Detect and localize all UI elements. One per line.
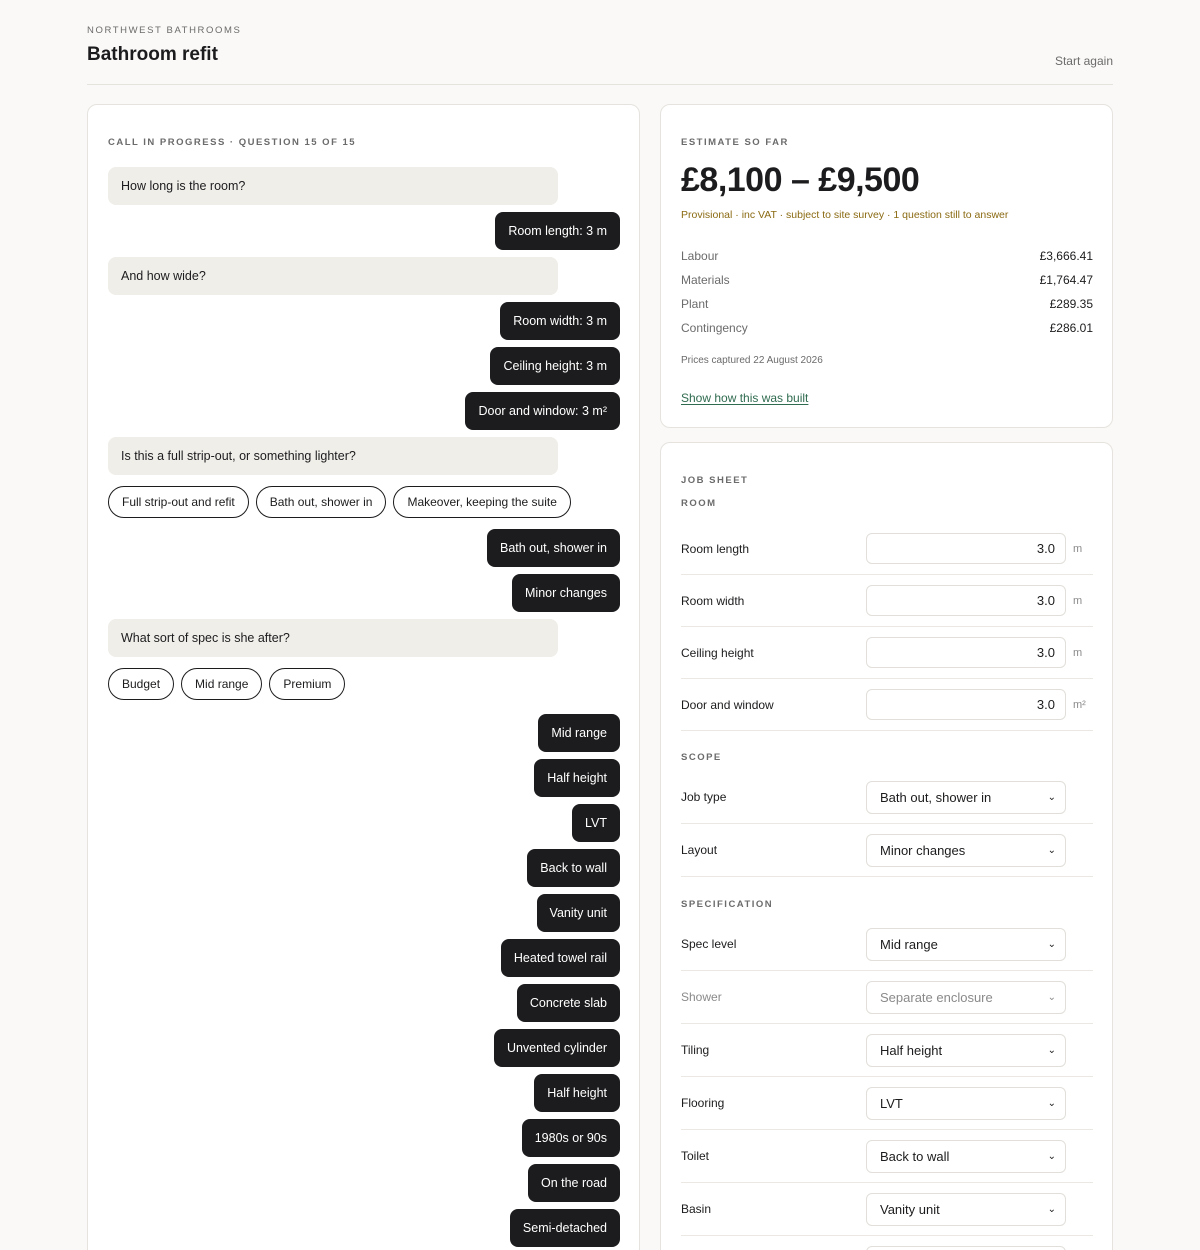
door-window-input[interactable]: 3.0 (866, 689, 1066, 720)
toilet-select[interactable] (866, 1140, 1066, 1173)
answer-bubble: Half height (534, 1074, 620, 1112)
select-value: Separate enclosure (880, 989, 993, 1005)
chevron-down-icon: ⌄ (1047, 1150, 1056, 1162)
layout-select[interactable] (866, 834, 1066, 867)
spec-options (108, 664, 620, 704)
ceiling-height-input[interactable]: 3.0 (866, 637, 1066, 668)
field-label: Door and window (681, 697, 774, 712)
section-label-room: ROOM (681, 498, 717, 509)
unit-label: m (1073, 646, 1083, 659)
field-shower (681, 971, 1093, 1024)
breakdown-label: Contingency (681, 321, 748, 335)
question-bubble: Is this a full strip-out, or something lighter? (108, 437, 558, 475)
field-tiling (681, 1024, 1093, 1077)
field-flooring (681, 1077, 1093, 1130)
field-label: Ceiling height (681, 645, 754, 660)
option-chip-mid-range[interactable]: Mid range (181, 668, 262, 700)
breakdown-label: Plant (681, 297, 709, 311)
question-bubble: What sort of spec is she after? (108, 619, 558, 657)
job-type-select[interactable] (866, 781, 1066, 814)
field-job-type (681, 771, 1093, 824)
option-chip-premium[interactable]: Premium (269, 668, 345, 700)
field-label: Room length (681, 541, 750, 556)
field-ceiling-height (681, 627, 1093, 679)
answer-bubble: Room width: 3 m (500, 302, 620, 340)
next-select[interactable] (866, 1246, 1066, 1250)
answer-bubble: Ceiling height: 3 m (490, 347, 620, 385)
field-room-width (681, 575, 1093, 627)
option-chip-budget[interactable]: Budget (108, 668, 174, 700)
section-label-scope: SCOPE (681, 752, 722, 763)
flooring-select[interactable] (866, 1087, 1066, 1120)
option-chip-makeover[interactable]: Makeover, keeping the suite (393, 486, 570, 518)
select-value: Minor changes (880, 842, 966, 858)
answer-bubble: Door and window: 3 m² (465, 392, 620, 430)
field-label: Basin (681, 1202, 712, 1216)
field-toilet (681, 1130, 1093, 1183)
answer-bubble: Half height (534, 759, 620, 797)
room-width-input[interactable]: 3.0 (866, 585, 1066, 616)
select-value: Back to wall (880, 1148, 950, 1164)
breakdown-value: £1,764.47 (1039, 273, 1093, 287)
select-value: Vanity unit (880, 1201, 940, 1217)
room-length-input[interactable]: 3.0 (866, 533, 1066, 564)
question-bubble: And how wide? (108, 257, 558, 295)
breakdown-row-labour (681, 244, 1093, 268)
answer-bubble: Minor changes (512, 574, 620, 612)
chevron-down-icon: ⌄ (1047, 938, 1056, 950)
call-transcript (108, 167, 620, 1247)
answer-bubble: Heated towel rail (501, 939, 620, 977)
chevron-down-icon: ⌄ (1047, 1044, 1056, 1056)
answer-bubble: Room length: 3 m (495, 212, 620, 250)
chevron-down-icon: ⌄ (1047, 1097, 1056, 1109)
scope-options (108, 482, 620, 522)
breakdown-value: £289.35 (1049, 297, 1093, 311)
job-sheet-panel (660, 442, 1113, 1250)
brand-name: NORTHWEST BATHROOMS (87, 25, 242, 36)
answer-bubble: Semi-detached (510, 1209, 620, 1247)
job-sheet-label: JOB SHEET (681, 475, 749, 486)
chevron-down-icon: ⌄ (1047, 791, 1056, 803)
tiling-select[interactable] (866, 1034, 1066, 1067)
unit-label: m (1073, 542, 1083, 555)
field-layout (681, 824, 1093, 877)
answer-bubble: LVT (572, 804, 620, 842)
spec-level-select[interactable] (866, 928, 1066, 961)
field-next (681, 1236, 1093, 1250)
cost-breakdown (681, 244, 1093, 340)
page-header (87, 0, 1113, 85)
section-label-specification: SPECIFICATION (681, 899, 774, 910)
field-label: Layout (681, 843, 718, 857)
chevron-down-icon: ⌄ (1047, 844, 1056, 856)
field-label: Shower (681, 990, 722, 1004)
breakdown-label: Materials (681, 273, 730, 287)
answer-bubble: Bath out, shower in (487, 529, 620, 567)
select-value: Half height (880, 1042, 943, 1058)
estimate-label: ESTIMATE SO FAR (681, 137, 789, 148)
field-room-length (681, 523, 1093, 575)
answer-bubble: Concrete slab (517, 984, 620, 1022)
job-sheet-form (681, 495, 1093, 1250)
call-status: CALL IN PROGRESS · QUESTION 15 OF 15 (108, 137, 357, 148)
unit-label: m² (1073, 698, 1086, 711)
breakdown-row-plant (681, 292, 1093, 316)
field-door-window (681, 679, 1093, 731)
chevron-down-icon: ⌄ (1047, 991, 1056, 1003)
answer-bubble: Vanity unit (537, 894, 620, 932)
estimate-panel (660, 104, 1113, 428)
breakdown-row-materials (681, 268, 1093, 292)
show-build-link[interactable]: Show how this was built (681, 391, 809, 405)
answer-bubble: 1980s or 90s (522, 1119, 620, 1157)
field-label: Job type (681, 790, 727, 804)
prices-captured: Prices captured 22 August 2026 (681, 355, 823, 366)
breakdown-value: £286.01 (1049, 321, 1093, 335)
start-again-link[interactable]: Start again (1054, 54, 1113, 68)
field-label: Spec level (681, 937, 737, 951)
call-panel (87, 104, 640, 1250)
basin-select[interactable] (866, 1193, 1066, 1226)
page-title: Bathroom refit (87, 44, 218, 65)
unit-label: m (1073, 594, 1083, 607)
field-spec-level (681, 918, 1093, 971)
answer-bubble: Unvented cylinder (494, 1029, 620, 1067)
question-bubble: How long is the room? (108, 167, 558, 205)
answer-bubble: Mid range (538, 714, 620, 752)
estimate-range: £8,100 – £9,500 (681, 161, 920, 199)
estimate-note: Provisional · inc VAT · subject to site survey · 1 question still to answer (681, 209, 1009, 221)
breakdown-label: Labour (681, 249, 719, 263)
select-value: Bath out, shower in (880, 789, 992, 805)
chevron-down-icon: ⌄ (1047, 1203, 1056, 1215)
breakdown-value: £3,666.41 (1039, 249, 1093, 263)
field-label: Toilet (681, 1149, 710, 1163)
field-label: Room width (681, 593, 745, 608)
field-label: Tiling (681, 1043, 710, 1057)
field-label: Flooring (681, 1096, 725, 1110)
field-basin (681, 1183, 1093, 1236)
select-value: Mid range (880, 936, 938, 952)
answer-bubble: On the road (528, 1164, 620, 1202)
option-chip-full-strip-out[interactable]: Full strip-out and refit (108, 486, 249, 518)
option-chip-bath-out[interactable]: Bath out, shower in (256, 486, 387, 518)
shower-select[interactable] (866, 981, 1066, 1014)
select-value: LVT (880, 1095, 903, 1111)
answer-bubble: Back to wall (527, 849, 620, 887)
breakdown-row-contingency (681, 316, 1093, 340)
